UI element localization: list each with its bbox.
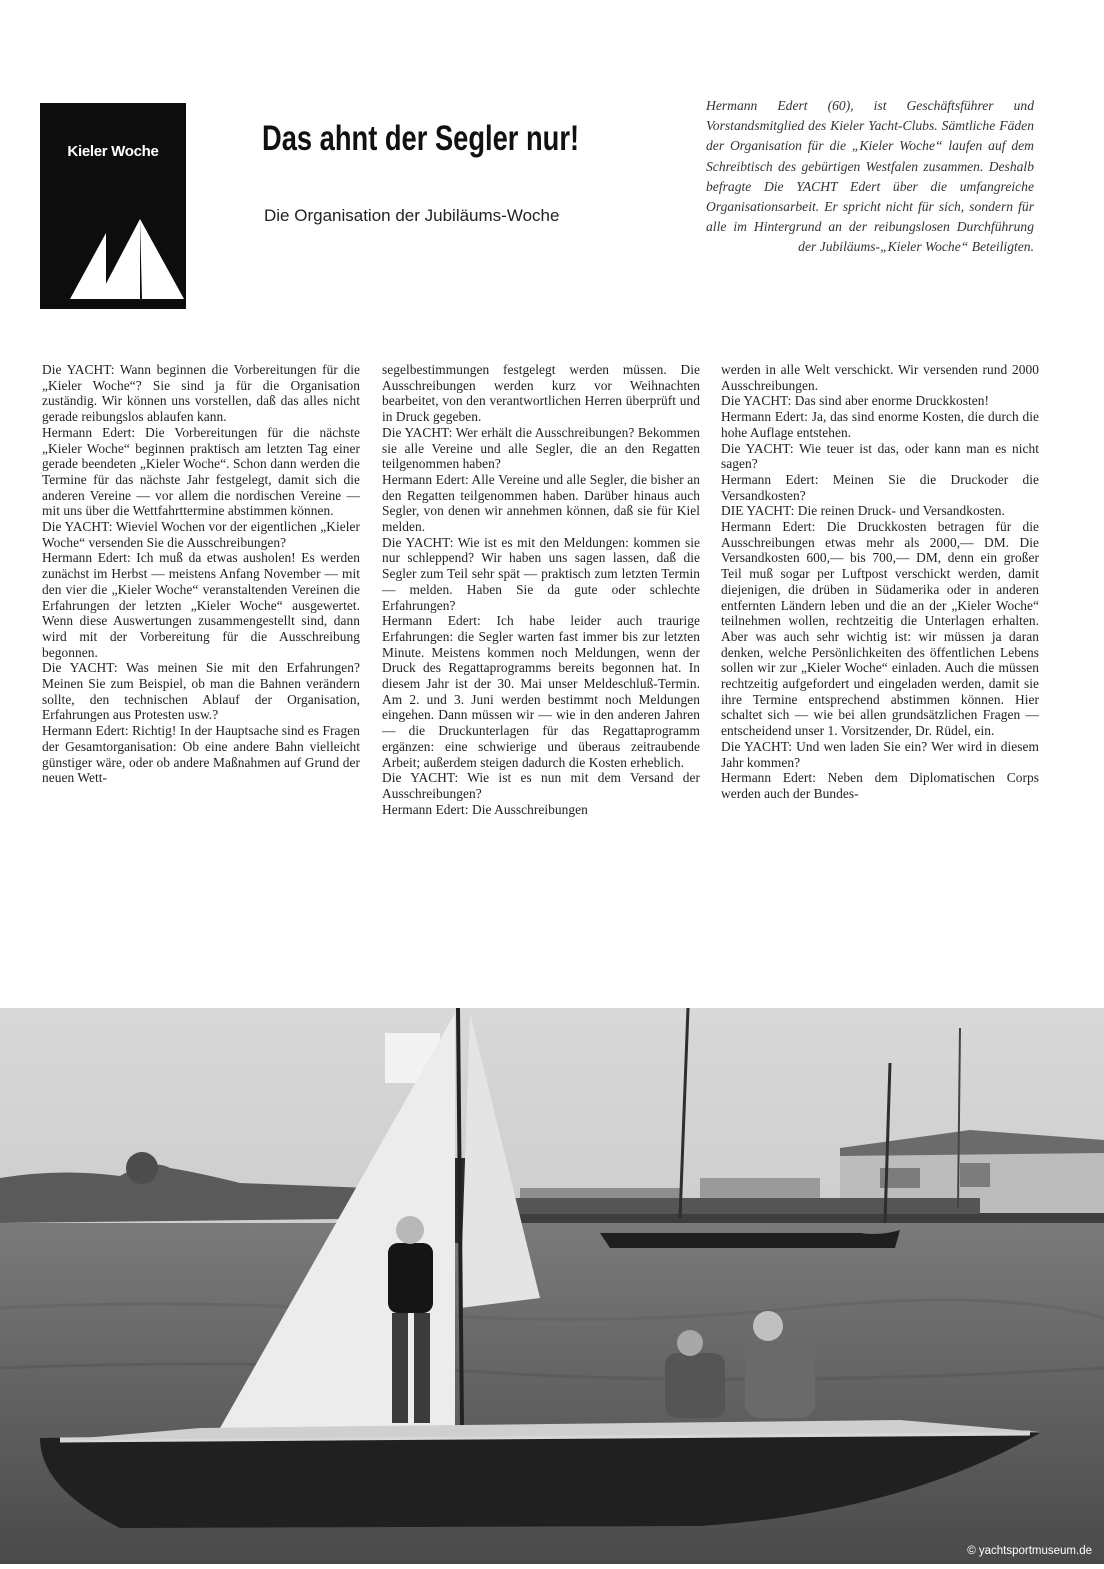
paragraph: Die YACHT: Und wen laden Sie ein? Wer wird in diesem Jahr kommen? (721, 738, 1039, 770)
paragraph: Die YACHT: Wieviel Wochen vor der eigentlichen „Kieler Woche“ versenden Sie die Ausschreibungen? (42, 519, 360, 550)
sailboat-photo-image (0, 1008, 1104, 1564)
text-column-1 (42, 362, 360, 786)
sailboat-logo-icon (40, 103, 186, 309)
paragraph: Hermann Edert: Alle Vereine und alle Segler, die bisher an den Regatten teilgenommen haben. Darüber hinaus auch Segler, von denen wir annehmen können, daß sie für Kiel melden. (382, 471, 700, 535)
sailing-photo (0, 1008, 1104, 1564)
paragraph: Hermann Edert: Die Druckkosten betragen für die Ausschreibungen etwas mehr als 2000,— DM. Die Versandkosten 600,— bis 700,— DM, denn ein großer Teil muß sogar per Luftpost verschickt werden, damit diejenigen, die drüben in Südamerika oder in anderen entfernten Ländern leben und die an der „Kieler Woche“ teilnehmen wollen, rechtzeitig die Unterlagen erhalten. Aber was auch sehr wichtig ist: wir müssen ja daran denken, welche Persönlichkeiten des öffentlichen Lebens sollen wir zur „Kieler Woche“ einladen. Auch die müssen rechtzeitig aufgefordert und eingeladen werden, damit sie ihre Termine entsprechend abstimmen können. Hier schaltet sich — wie bei allen grundsätzlichen Fragen — entscheidend unser 1. Vorsitzender, Dr. Rüdel, ein. (721, 519, 1039, 739)
logo-text: Kieler Woche (67, 143, 159, 160)
paragraph: Hermann Edert: Ja, das sind enorme Kosten, die durch die hohe Auflage entstehen. (721, 409, 1039, 440)
paragraph: Hermann Edert: Meinen Sie die Druckoder die Versandkosten? (721, 471, 1039, 503)
text-column-2 (382, 362, 700, 817)
paragraph: Die YACHT: Wie ist es nun mit dem Versand der Ausschreibungen? (382, 770, 700, 801)
paragraph: Hermann Edert: Die Vorbereitungen für die nächste „Kieler Woche“ beginnen praktisch am letzten Tag einer gerade beendeten „Kieler Woche“. Schon dann werden die Termine für das nächste Jahr festgelegt, damit sich die anderen Vereine — vor allem die nordischen Vereine — mit uns über die Wettfahrttermine abstimmen können. (42, 424, 360, 519)
photo-credit: © yachtsportmuseum.de (967, 1545, 1092, 1557)
paragraph: Die YACHT: Wann beginnen die Vorbereitungen für die „Kieler Woche“? Sie sind ja für die Organisation zuständig. Wir können uns vorstellen, daß das alles nicht gerade reibungslos ablaufen kann. (42, 362, 360, 425)
paragraph: Die YACHT: Das sind aber enorme Druckkosten! (721, 393, 990, 409)
paragraph: Die YACHT: Was meinen Sie mit den Erfahrungen? Meinen Sie zum Beispiel, ob man die Bahnen verändern sollte, den technischen Ablauf der Organisation, Erfahrungen aus Protesten usw.? (42, 660, 360, 723)
paragraph: Hermann Edert: Neben dem Diplomatischen Corps werden auch der Bundes- (721, 770, 1039, 801)
paragraph: werden in alle Welt verschickt. Wir versenden rund 2000 Ausschreibungen. (721, 362, 1039, 393)
paragraph: Hermann Edert: Ich habe leider auch traurige Erfahrungen: die Segler warten fast immer bis zur letzten Minute. Meistens kommen noch Meldungen, wenn der Druck des Regattaprogramms bereits begonnen hat. In diesem Jahr ist der 30. Mai unser Meldeschluß-Termin. Am 2. und 3. Juni werden bestimmt noch Meldungen eingehen. Dann müssen wir — wie in den anderen Jahren — die Druckunterlagen für das Regattaprogramm ergänzen: eine schwierige und überaus zeitraubende Arbeit; außerdem steigen dadurch die Kosten erheblich. (382, 613, 700, 770)
kieler-woche-logo (40, 103, 186, 309)
text-column-3 (721, 362, 1039, 802)
article-headline: Das ahnt der Segler nur! (262, 119, 580, 158)
paragraph: Die YACHT: Wie teuer ist das, oder kann man es nicht sagen? (721, 440, 1039, 472)
paragraph: DIE YACHT: Die reinen Druck- und Versandkosten. (721, 503, 1005, 519)
paragraph: Hermann Edert: Richtig! In der Hauptsache sind es Fragen der Gesamtorganisation: Ob eine andere Bahn vielleicht günstiger wäre, oder ob andere Maßnahmen auf Grund der neuen Wett- (42, 723, 360, 786)
paragraph: segelbestimmungen festgelegt werden müssen. Die Ausschreibungen werden kurz vor Weihnachten bearbeitet, von den verantwortlichen Herren überprüft und in Druck gegeben. (382, 362, 700, 425)
article-intro: Hermann Edert (60), ist Geschäftsführer und Vorstandsmitglied des Kieler Yacht-Clubs. Sämtliche Fäden der Organisation für die „Kieler Woche“ laufen auf dem Schreibtisch des gebürtigen Westfalen zusammen. Deshalb befragte Die YACHT Edert über die umfangreiche Organisationsarbeit. Er spricht nicht für sich, sondern für alle im Hintergrund an der reibungslosen Durchführung der Jubiläums-„Kieler Woche“ Beteiligten. (706, 98, 1034, 255)
article-subtitle: Die Organisation der Jubiläums-Woche (264, 206, 560, 225)
paragraph: Die YACHT: Wie ist es mit den Meldungen: kommen sie nur schleppend? Wir haben uns sagen lassen, daß die Segler zum Teil sehr spät — praktisch zum letzten Termin — melden. Haben Sie da gute oder schlechte Erfahrungen? (382, 534, 700, 613)
paragraph: Hermann Edert: Die Ausschreibungen (382, 801, 588, 817)
paragraph: Die YACHT: Wer erhält die Ausschreibungen? Bekommen sie alle Vereine und alle Segler, die an den Regatten teilgenommen haben? (382, 424, 700, 472)
paragraph: Hermann Edert: Ich muß da etwas ausholen! Es werden zunächst im Herbst — meistens Anfang November — mit den vier die „Kieler Woche“ veranstaltenden Vereinen die Erfahrungen der letzten „Kieler Woche“ ausgewertet. Wenn diese Auswertungen zusammengestellt sind, dann wird mit der Vorbereitung für die Ausschreibung begonnen. (42, 550, 360, 660)
